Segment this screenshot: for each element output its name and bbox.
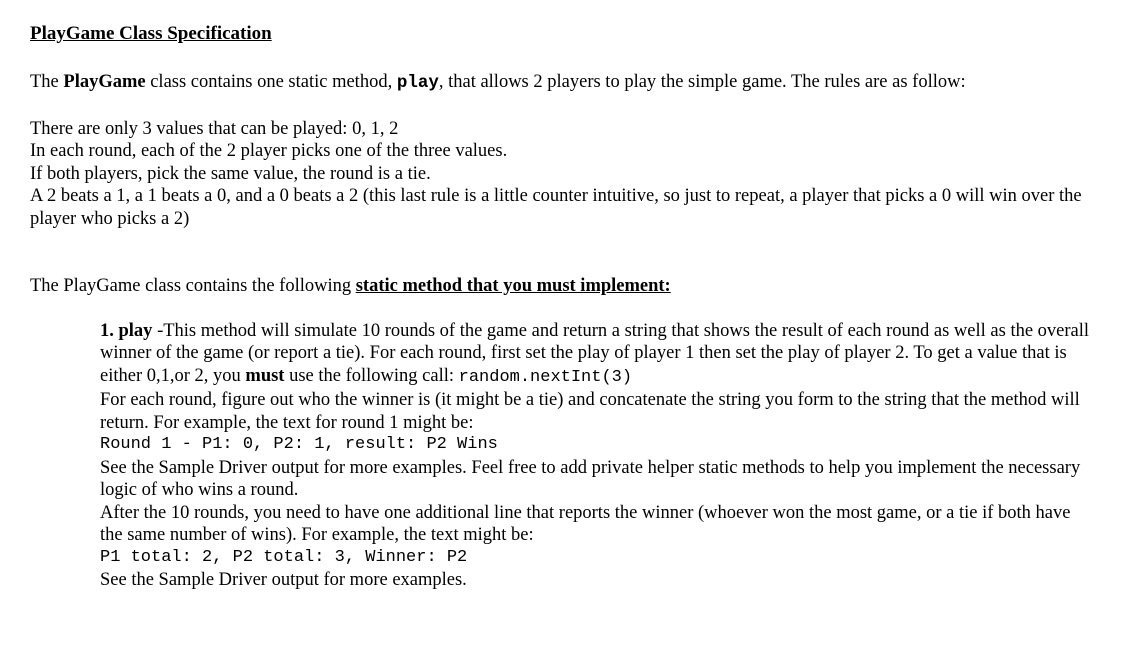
methods-intro-text: The PlayGame class contains the following <box>30 276 356 296</box>
methods-intro <box>30 275 1110 298</box>
random-call-code: random.nextInt(3) <box>458 367 633 387</box>
rules-list <box>30 118 1110 231</box>
must-emphasis: must <box>245 365 285 386</box>
intro-text-1: The <box>30 72 64 92</box>
method-desc-3: For each round, figure out who the winner is (it might be a tie) and concatenate the string you form to the string that the method will return. For example, the text for round 1 might be: <box>100 390 1080 433</box>
method-desc-6: See the Sample Driver output for more examples. <box>100 570 467 590</box>
rule-item: If both players, pick the same value, the round is a tie. <box>30 163 431 184</box>
example-total-code: P1 total: 2, P2 total: 3, Winner: P2 <box>100 547 468 567</box>
intro-paragraph <box>30 71 1110 95</box>
rule-item: There are only 3 values that can be played: 0, 1, 2 <box>30 118 399 139</box>
method-desc-1: -This method will simulate 10 rounds of the game and return a string that shows the result of each round as well as the overall winner of the game (or report a tie). For each round, first set the play of player 1 then set the play of player 2. To get a value that is either 0,1,or 2, you <box>100 320 1090 386</box>
intro-text-2: class contains one static method, <box>145 72 397 92</box>
document <box>30 22 1110 592</box>
rule-item: A 2 beats a 1, a 1 beats a 0, and a 0 beats a 2 (this last rule is a little counter intuitive, so just to repeat, a player that picks a 0 will win over the player who picks a 2) <box>30 186 1082 229</box>
method-name: play <box>396 73 439 93</box>
methods-intro-emphasis: static method that you must implement: <box>355 276 671 296</box>
method-heading: 1. play <box>100 320 153 341</box>
intro-text-3: , that allows 2 players to play the simple game. The rules are as follow: <box>438 72 966 92</box>
method-desc-4: See the Sample Driver output for more examples. Feel free to add private helper static methods to help you implement the necessary logic of who wins a round. <box>100 457 1081 500</box>
method-desc-2: use the following call: <box>284 365 459 386</box>
class-name: PlayGame <box>63 72 146 92</box>
rule-item: In each round, each of the 2 player picks one of the three values. <box>30 141 508 161</box>
example-round-code: Round 1 - P1: 0, P2: 1, result: P2 Wins <box>100 435 498 454</box>
method-description <box>100 320 1090 592</box>
method-paragraph-1 <box>100 320 1090 390</box>
method-desc-5: After the 10 rounds, you need to have one additional line that reports the winner (whoever won the most game, or a tie if both have the same number of wins). For example, the text might be: <box>100 502 1071 545</box>
page-title: PlayGame Class Specification <box>30 23 272 44</box>
